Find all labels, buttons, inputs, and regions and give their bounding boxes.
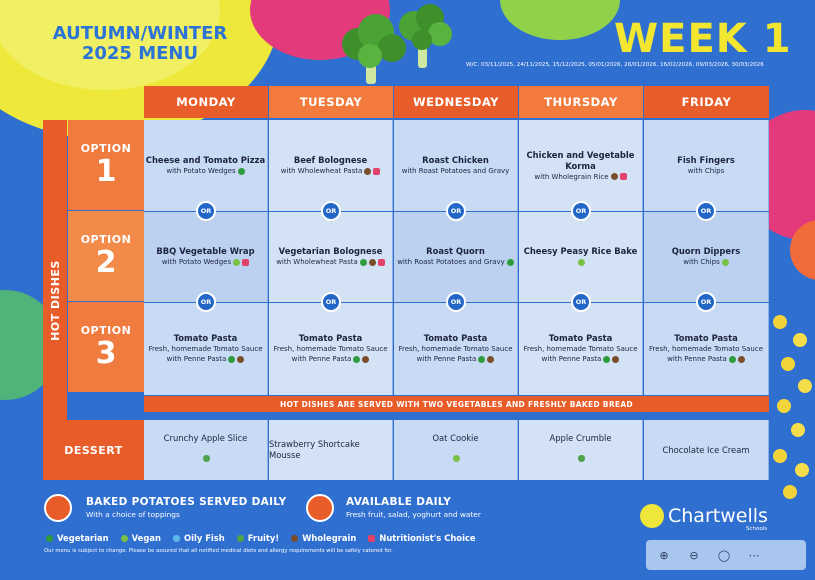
- or-badge: OR: [321, 201, 341, 221]
- or-badge: OR: [571, 292, 591, 312]
- heart-icon: [373, 168, 380, 175]
- dish-name: Vegetarian Bolognese: [278, 246, 383, 256]
- available-daily-title: AVAILABLE DAILY: [346, 496, 452, 508]
- dish-side: Fresh, homemade Tomato Sauce: [398, 345, 513, 353]
- wholegrain-icon: [364, 168, 371, 175]
- week-title: WEEK 1: [614, 16, 792, 62]
- dish-cell: [519, 120, 643, 211]
- more-icon[interactable]: ⋯: [748, 548, 760, 562]
- wholegrain-icon: [612, 356, 619, 363]
- dish-side-row: [534, 172, 626, 182]
- or-badge: OR: [196, 201, 216, 221]
- dish-side: with Wholewheat Pasta: [280, 167, 363, 175]
- dish-side-row: [166, 166, 244, 176]
- option-3-box: [68, 302, 144, 392]
- wholegrain-icon: [611, 173, 618, 180]
- dish-name: Cheese and Tomato Pizza: [145, 155, 266, 165]
- vegan-icon: [121, 535, 128, 542]
- viewer-toolbar: [646, 540, 806, 570]
- vegan-icon: [233, 259, 240, 266]
- apple-icon: [203, 455, 210, 462]
- dish-cell: [644, 302, 769, 395]
- dessert-cell: [394, 420, 518, 480]
- dish-side: Fresh, homemade Tomato Sauce: [523, 345, 638, 353]
- dish-name: Tomato Pasta: [173, 333, 238, 343]
- dish-name: Tomato Pasta: [548, 333, 613, 343]
- menu-title: [40, 24, 240, 64]
- dessert-name: Oat Cookie: [432, 433, 479, 443]
- legend-nutritionist-label: Nutritionist's Choice: [379, 533, 476, 543]
- or-badge: OR: [446, 201, 466, 221]
- dish-side: with Roast Potatoes and Gravy: [397, 258, 505, 266]
- heart-icon: [242, 259, 249, 266]
- vegetarian-icon: [46, 535, 53, 542]
- dish-name: BBQ Vegetable Wrap: [156, 246, 255, 256]
- dish-side-2: [417, 354, 495, 364]
- dish-name: Cheesy Peasy Rice Bake: [523, 246, 638, 256]
- dessert-cell: [519, 420, 643, 480]
- dish-side-row: [162, 257, 249, 267]
- dish-side-2: [167, 354, 245, 364]
- salad-bowl-icon: [306, 494, 334, 522]
- dish-side-2-text: with Penne Pasta: [416, 355, 477, 363]
- or-badge: OR: [321, 292, 341, 312]
- option-2-label: OPTION: [80, 232, 132, 246]
- dish-side-2: [667, 354, 745, 364]
- dish-side-2-text: with Penne Pasta: [166, 355, 227, 363]
- fit-page-icon[interactable]: ◯: [717, 548, 731, 562]
- dietary-legend: [44, 533, 476, 543]
- dish-cell: [144, 120, 268, 211]
- dish-side-2: [542, 354, 620, 364]
- or-badge: OR: [696, 292, 716, 312]
- legend-wholegrain-label: Wholegrain: [302, 533, 357, 543]
- wholegrain-icon: [291, 535, 298, 542]
- bg-lime-circle: [500, 0, 620, 40]
- vegetarian-icon: [238, 168, 245, 175]
- dish-side-row: [683, 257, 728, 267]
- day-header-wednesday: WEDNESDAY: [394, 86, 518, 118]
- dish-cell: [519, 211, 643, 302]
- brand-logo: [640, 504, 768, 532]
- baked-potatoes-title: BAKED POTATOES SERVED DAILY: [86, 496, 287, 508]
- chartwells-logo-icon: [640, 504, 664, 528]
- dish-side-row: [281, 166, 381, 176]
- hot-dishes-text: HOT DISHES: [48, 259, 62, 341]
- dish-side: with Potato Wedges: [166, 167, 236, 175]
- dish-side-row: [276, 257, 385, 267]
- or-badge: OR: [446, 292, 466, 312]
- disclaimer: Our menu is subject to change. Please be assured that all notified medical diets and allergy requirements will be safely catered for.: [44, 548, 393, 554]
- vegan-icon: [722, 259, 729, 266]
- vegetarian-icon: [603, 356, 610, 363]
- heart-icon: [620, 173, 627, 180]
- wholegrain-icon: [362, 356, 369, 363]
- vegetarian-icon: [360, 259, 367, 266]
- dish-side: with Potato Wedges: [161, 258, 232, 266]
- vegetarian-icon: [353, 356, 360, 363]
- dish-cell: [519, 302, 643, 395]
- zoom-out-icon[interactable]: ⊖: [689, 548, 699, 562]
- legend-fish: [171, 533, 225, 543]
- dish-side: with Roast Potatoes and Gravy: [401, 167, 510, 175]
- day-header-monday: MONDAY: [144, 86, 268, 118]
- legend-wholegrain: [289, 533, 356, 543]
- dish-side: with Chips: [683, 258, 720, 266]
- baked-potato-icon: [44, 494, 72, 522]
- dessert-icons: [201, 448, 210, 467]
- menu-title-line2: 2025 MENU: [81, 43, 199, 64]
- dish-cell: [644, 211, 769, 302]
- dish-cell: [144, 302, 268, 395]
- dessert-icons: [576, 448, 585, 467]
- dish-side-row: [688, 166, 724, 176]
- dish-side-2: [292, 354, 370, 364]
- legend-vegetarian-label: Vegetarian: [57, 533, 109, 543]
- wholegrain-icon: [487, 356, 494, 363]
- dish-name: Tomato Pasta: [423, 333, 488, 343]
- legend-fruity: [235, 533, 279, 543]
- option-3-label: OPTION: [80, 323, 132, 337]
- dish-side-row: [397, 257, 514, 267]
- dish-side: with Wholegrain Rice: [534, 172, 609, 181]
- dessert-cell: [144, 420, 268, 480]
- dish-cell: [269, 302, 393, 395]
- zoom-in-icon[interactable]: ⊕: [659, 548, 669, 562]
- or-badge: OR: [196, 292, 216, 312]
- option-3-number: 3: [95, 335, 117, 371]
- vegetarian-icon: [729, 356, 736, 363]
- apple-icon: [578, 455, 585, 462]
- dessert-name: Apple Crumble: [549, 433, 612, 443]
- dish-side: with Wholewheat Pasta: [276, 258, 358, 266]
- heart-icon: [378, 259, 385, 266]
- legend-fish-label: Oily Fish: [183, 533, 225, 543]
- dish-cell: [269, 120, 393, 211]
- option-1-box: [68, 120, 144, 210]
- dish-side-2-text: with Penne Pasta: [541, 355, 602, 363]
- available-daily-subtitle: Fresh fruit, salad, yoghurt and water: [346, 510, 481, 519]
- dish-side-row: [576, 257, 585, 267]
- wholegrain-icon: [369, 259, 376, 266]
- or-badge: OR: [696, 201, 716, 221]
- dish-name: Roast Quorn: [426, 246, 485, 256]
- wholegrain-icon: [738, 356, 745, 363]
- day-header-tuesday: TUESDAY: [269, 86, 393, 118]
- dish-side: Fresh, homemade Tomato Sauce: [273, 345, 388, 353]
- dish-name: Roast Chicken: [422, 155, 489, 165]
- baked-potatoes-subtitle: With a choice of toppings: [86, 510, 180, 519]
- wholegrain-icon: [237, 356, 244, 363]
- dish-cell: [394, 120, 518, 211]
- vegetarian-icon: [507, 259, 514, 266]
- dish-name: Fish Fingers: [677, 155, 735, 165]
- dish-side: with Chips: [687, 167, 725, 175]
- legend-vegan-label: Vegan: [131, 533, 161, 543]
- menu-title-line1: AUTUMN/WINTER: [52, 23, 228, 44]
- dish-name: Tomato Pasta: [298, 333, 363, 343]
- option-1-label: OPTION: [80, 141, 132, 155]
- dish-cell: [394, 302, 518, 395]
- apple-icon: [237, 535, 244, 542]
- dessert-cell: [269, 420, 393, 480]
- dish-name: Beef Bolognese: [293, 155, 368, 165]
- dish-side-row: [402, 166, 510, 176]
- dessert-label: DESSERT: [43, 420, 144, 480]
- or-badge: OR: [571, 201, 591, 221]
- legend-fruity-label: Fruity!: [247, 533, 280, 543]
- week-commencing-dates: W/C: 03/11/2025, 24/11/2025, 15/12/2025, 05/01/2026, 26/01/2026, 16/02/2026, 09/03/2026, 30/03/2026: [466, 62, 764, 68]
- hot-dishes-banner: HOT DISHES ARE SERVED WITH TWO VEGETABLES AND FRESHLY BAKED BREAD: [144, 396, 769, 412]
- dish-cell: [644, 120, 769, 211]
- dish-side: Fresh, homemade Tomato Sauce: [648, 345, 764, 353]
- vegetarian-icon: [228, 356, 235, 363]
- dish-side-2-text: with Penne Pasta: [291, 355, 352, 363]
- dish-cell: [269, 211, 393, 302]
- dish-name: Tomato Pasta: [674, 333, 738, 343]
- vegan-icon: [453, 455, 460, 462]
- legend-nutritionist: [366, 533, 475, 543]
- dish-cell: [144, 211, 268, 302]
- dessert-cell: [644, 420, 769, 480]
- dessert-name: Chocolate Ice Cream: [662, 444, 750, 455]
- day-header-thursday: THURSDAY: [519, 86, 643, 118]
- dish-name: Chicken and Vegetable Korma: [526, 149, 635, 171]
- dessert-name: Strawberry Shortcake Mousse: [269, 439, 360, 460]
- heart-icon: [368, 535, 375, 542]
- day-header-friday: FRIDAY: [644, 86, 769, 118]
- dish-cell: [394, 211, 518, 302]
- vegetarian-icon: [478, 356, 485, 363]
- legend-vegetarian: [44, 533, 109, 543]
- brand-name: Chartwells: [668, 505, 768, 527]
- broccoli-illustration: [330, 0, 470, 92]
- option-2-box: [68, 211, 144, 301]
- option-2-number: 2: [95, 244, 117, 280]
- dish-side-2-text: with Penne Pasta: [667, 355, 727, 363]
- option-1-number: 1: [95, 153, 117, 189]
- legend-vegan: [119, 533, 161, 543]
- dessert-name: Crunchy Apple Slice: [163, 433, 248, 443]
- dessert-icons: [451, 448, 460, 467]
- vegan-icon: [578, 259, 585, 266]
- fish-icon: [173, 535, 180, 542]
- dish-side: Fresh, homemade Tomato Sauce: [148, 345, 263, 353]
- dish-name: Quorn Dippers: [671, 246, 741, 256]
- brand-subtitle: Schools: [746, 526, 768, 532]
